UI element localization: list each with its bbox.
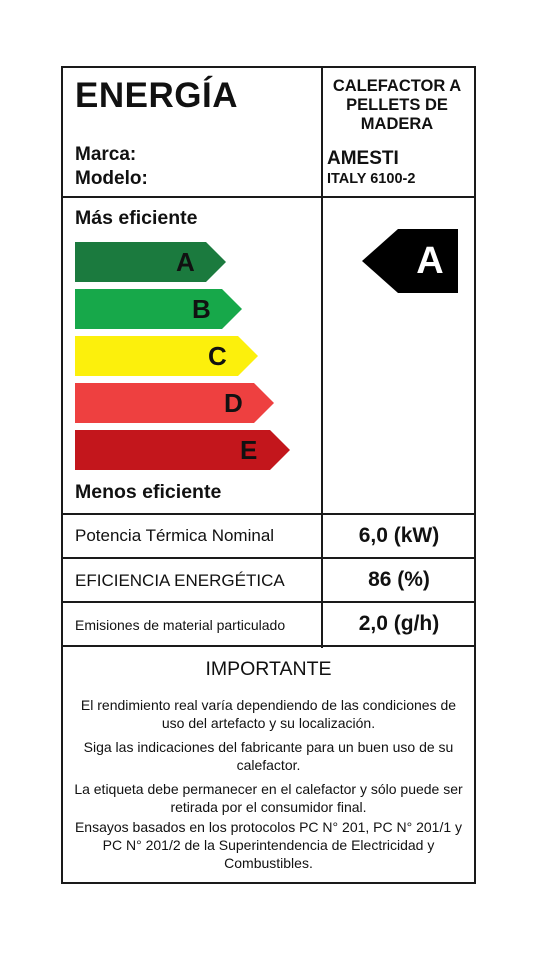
class-arrow-c-shape [75, 336, 258, 376]
class-bar-c [75, 336, 258, 376]
class-bar-a [75, 242, 226, 282]
spec-value-power: 6,0 (kW) [358, 524, 440, 547]
least-efficient-label: Menos eficiente [75, 481, 222, 503]
divider [63, 557, 474, 559]
model-label: Modelo: [75, 168, 148, 189]
class-arrow-d-shape [75, 383, 274, 423]
spec-value-emissions: 2,0 (g/h) [358, 612, 440, 635]
class-arrow-a [75, 242, 226, 282]
class-letter-c: C [208, 341, 227, 371]
class-letter-d: D [224, 388, 243, 418]
important-title: IMPORTANTE [205, 658, 332, 680]
spec-value-efficiency: 86 (%) [368, 568, 430, 591]
class-arrow-d [75, 383, 274, 423]
column-divider [321, 68, 323, 648]
divider [63, 645, 474, 647]
divider [63, 196, 474, 198]
class-arrow-e-shape [75, 430, 290, 470]
rated-class-indicator [362, 229, 458, 293]
class-arrow-c [75, 336, 258, 376]
class-arrow-b-shape [75, 289, 242, 329]
class-bar-b [75, 289, 242, 329]
product-type: CALEFACTOR A PELLETS DE MADERA [332, 77, 462, 133]
brand-label: Marca: [75, 144, 137, 165]
label-title: ENERGÍA [75, 76, 238, 115]
brand-value: AMESTI [327, 148, 399, 169]
important-note-3: La etiqueta debe permanecer en el calefactor y sólo puede ser retirada por el consumidor final. [74, 781, 463, 815]
class-letter-a: A [176, 247, 195, 277]
class-bar-e [75, 430, 290, 470]
divider [63, 601, 474, 603]
important-note-1: El rendimiento real varía dependiendo de las condiciones de uso del artefacto y su localización. [80, 697, 457, 731]
energy-label [61, 66, 476, 884]
model-value: ITALY 6100-2 [327, 171, 416, 187]
most-efficient-label: Más eficiente [75, 207, 198, 229]
rated-class-letter: A [416, 240, 444, 282]
important-note-4: Ensayos basados en los protocolos PC N° 201, PC N° 201/1 y PC N° 201/2 de la Superintendencia de Electricidad y Combustibles. [74, 819, 463, 871]
class-arrow-b [75, 289, 242, 329]
class-arrow-e [75, 430, 290, 470]
class-bar-d [75, 383, 274, 423]
class-letter-e: E [240, 435, 258, 465]
class-letter-b: B [192, 294, 211, 324]
spec-label-power: Potencia Térmica Nominal [75, 526, 275, 545]
divider [63, 513, 474, 515]
important-note-2: Siga las indicaciones del fabricante para un buen uso de su calefactor. [83, 739, 454, 773]
spec-label-emissions: Emisiones de material particulado [75, 617, 286, 633]
spec-label-efficiency: EFICIENCIA ENERGÉTICA [75, 571, 285, 590]
class-arrow-a-shape [75, 242, 226, 282]
